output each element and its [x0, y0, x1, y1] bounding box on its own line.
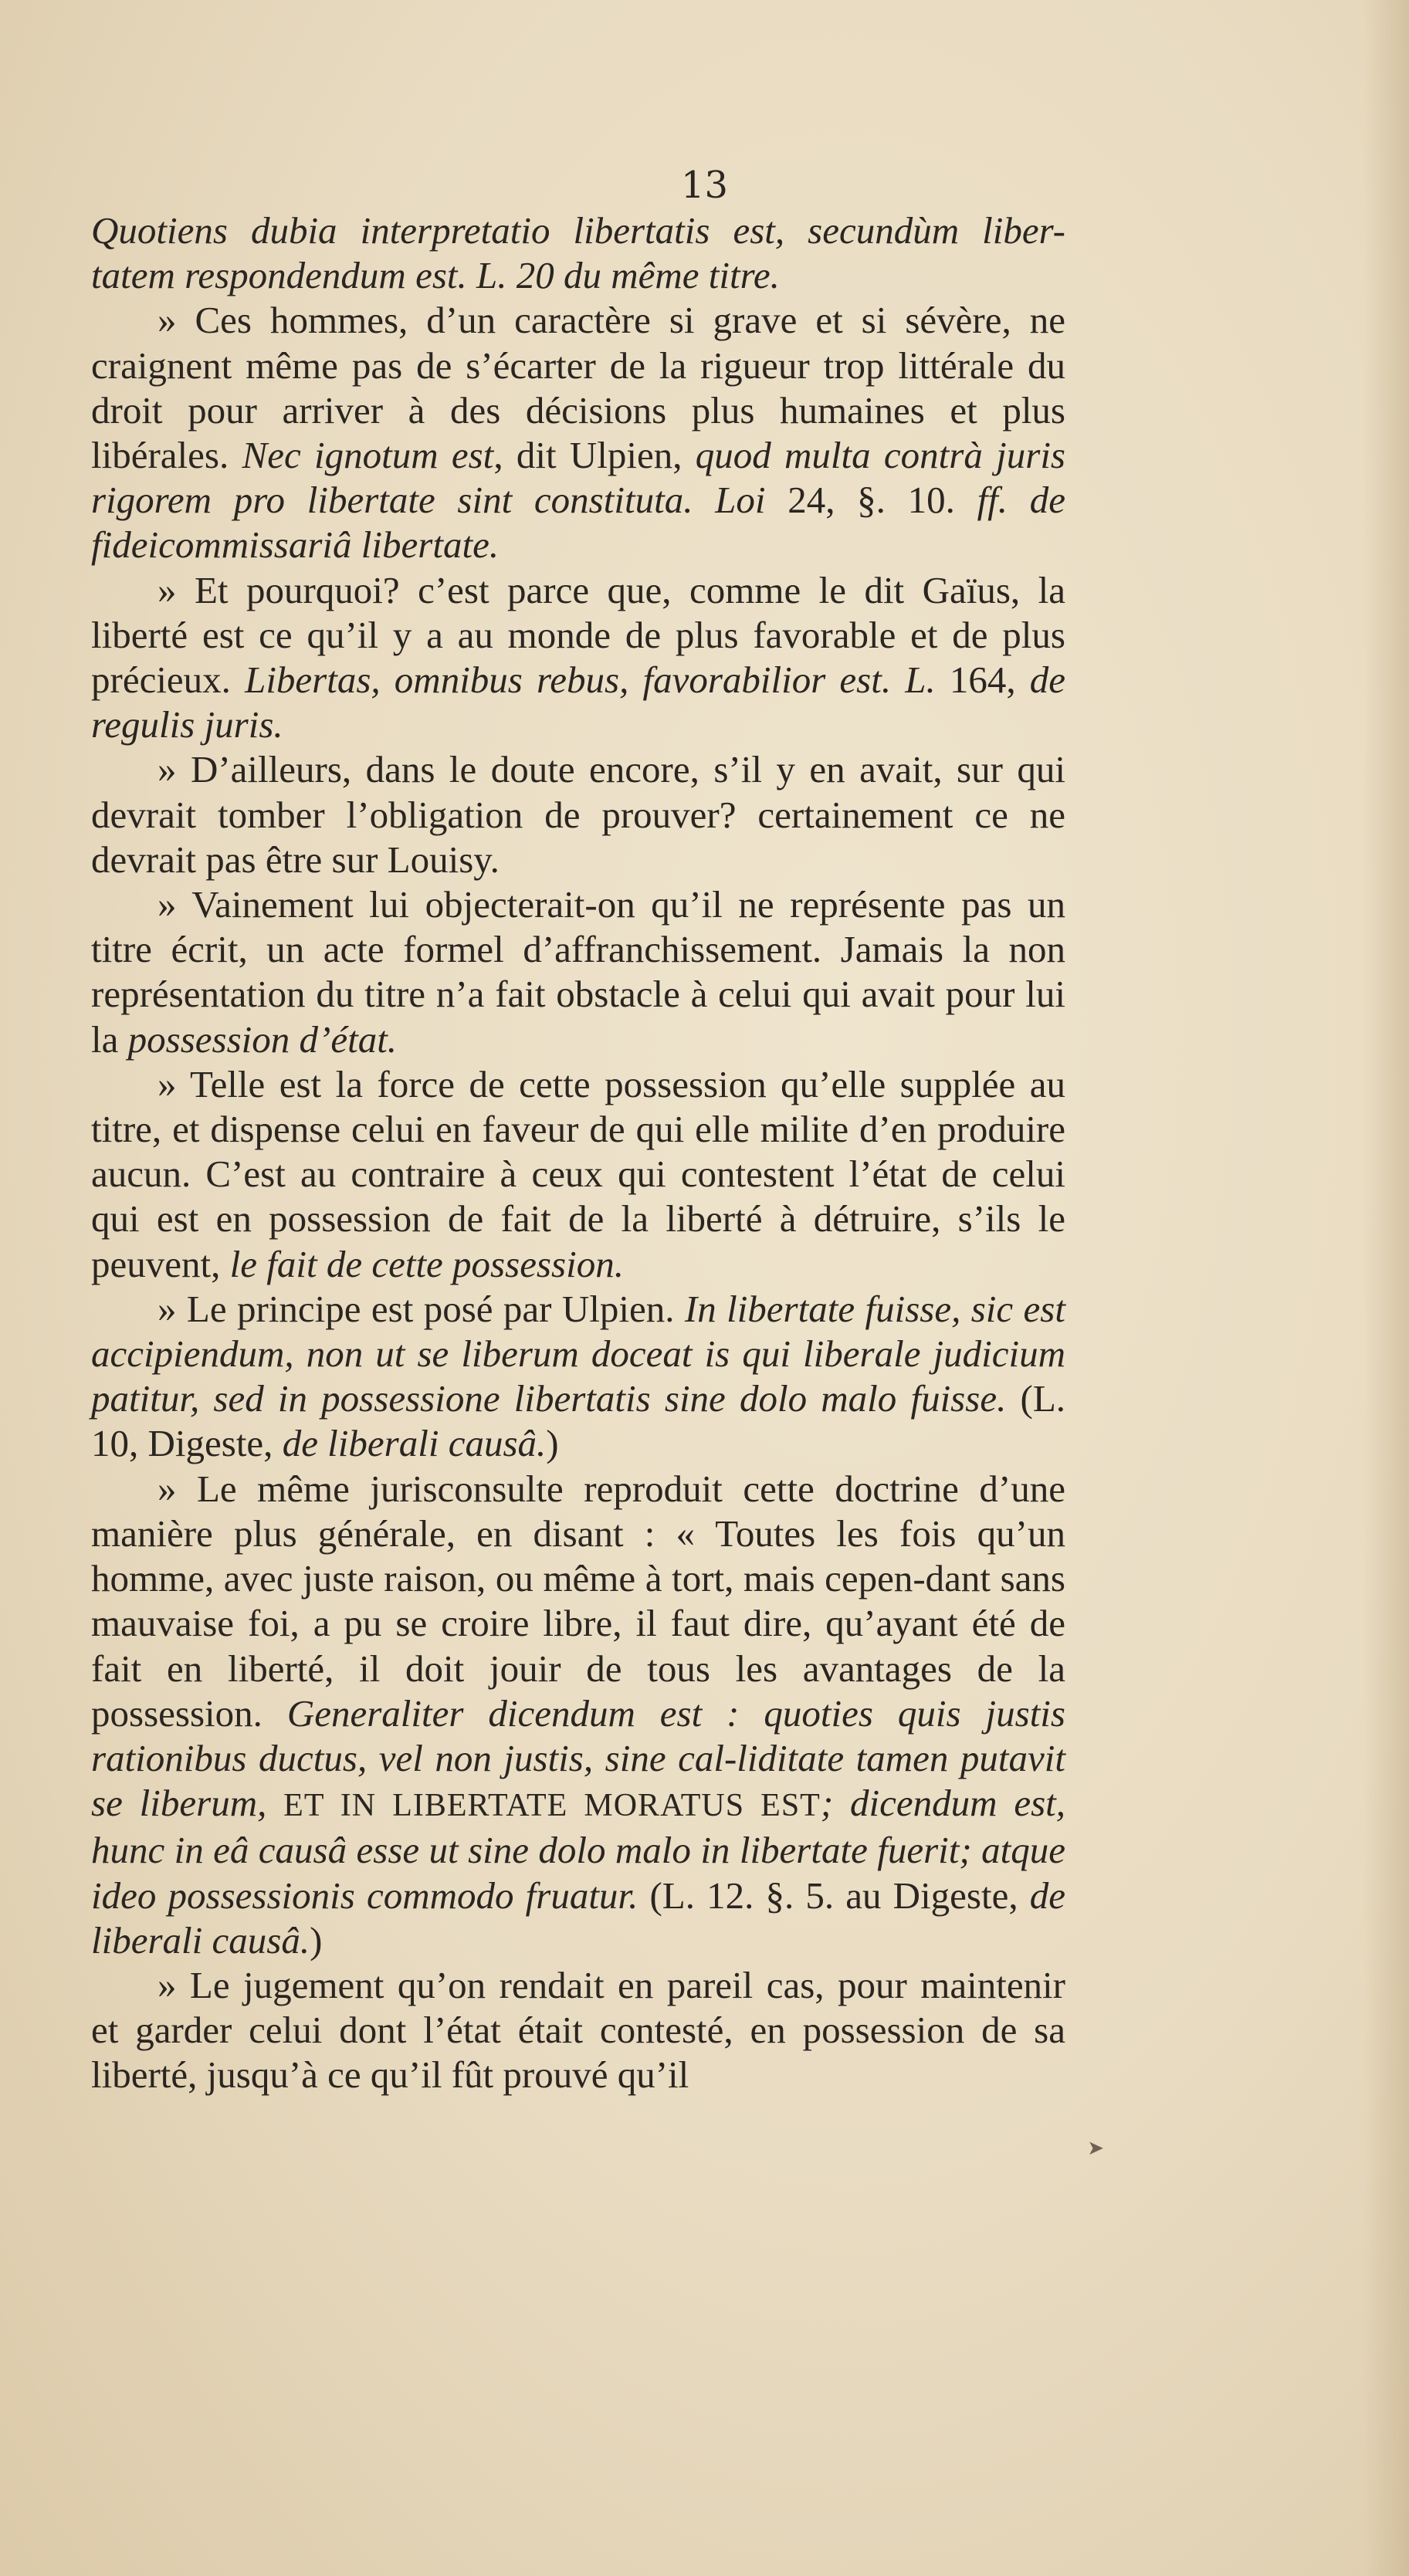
paragraph [91, 568, 1065, 748]
text-run: , dit Ulpien, [493, 434, 696, 477]
paragraph [91, 1062, 1065, 1287]
text-run: » D’ailleurs, dans le doute encore, s’il y en avait, sur qui devrait tomber l’obligation de prouver? certainement ce ne devrait pas être sur Louisy. [91, 748, 1065, 881]
text-run: ) [546, 1422, 559, 1465]
text-run: (L. 12. §. 5. au Digeste, [638, 1874, 1030, 1917]
text-run: 24, §. 10. [765, 479, 977, 522]
text-run: » Le même jurisconsulte reproduit cette doctrine d’une manière plus générale, en disant : « Toutes les fois qu’un homme, avec juste raison, ou même à tort, mais cepen-dant sans mauvaise foi, a pu se croire libre, il faut dire, qu’ayant été de fait en liberté, il doit jouir de tous les avantages de la possession. [91, 1467, 1065, 1735]
corner-mark-icon: ➤ [1087, 2137, 1104, 2160]
text-run: 164, [935, 658, 1030, 702]
text-run: » Vainement lui objecterait-on qu’il ne représente pas un titre écrit, un acte formel d’affranchissement. Jamais la non représentation du titre n’a fait obstacle à celui qui avait pour lui la [91, 883, 1065, 1061]
page-edge-shadow [1363, 0, 1409, 2576]
latin-text: Nec ignotum est [242, 434, 494, 477]
body-text [91, 208, 1065, 2098]
paragraph-latin-quote [91, 208, 1065, 298]
latin-text: ; dicendum est, hunc in eâ causâ esse ut sine dolo malo in libertate fuerit; atque ideo possessionis commodo fruatur. [91, 1782, 1066, 1917]
latin-text: Generaliter dicendum est : quoties quis justis rationibus ductus, vel non justis, sine cal-liditate tamen putavit se liberum, [91, 1691, 1065, 1825]
emphasis-text: possession d’état. [127, 1017, 398, 1061]
latin-text: de liberali causâ. [91, 1874, 1066, 1962]
text-run: (L. 10, Digeste, [91, 1377, 1066, 1465]
latin-text: quod multa contrà juris rigorem pro libertate sint constituta. Loi [91, 434, 1065, 522]
text-run: » Ces hommes, d’un caractère si grave et si sévère, ne craignent même pas de s’écarter de la rigueur trop littérale du droit pour arriver à des décisions plus humaines et plus libérales. [91, 299, 1065, 477]
latin-text: Quotiens dubia interpretatio libertatis est, secundùm liber-tatem respondendum est. L. 20 du même titre. [91, 209, 1065, 297]
paragraph [91, 1287, 1065, 1467]
latin-text: In libertate fuisse, sic est accipiendum, non ut se liberum doceat is qui liberale judicium patitur, sed in possessione libertatis sine dolo malo fuisse. [91, 1287, 1065, 1420]
page-number: 13 [680, 164, 729, 207]
paragraph [91, 298, 1065, 567]
paragraph [91, 1467, 1065, 1963]
text-run: » Le principe est posé par Ulpien. [157, 1287, 685, 1330]
paragraph [91, 882, 1065, 1062]
paragraph [91, 1963, 1065, 2098]
text-run: » Le jugement qu’on rendait en pareil cas, pour maintenir et garder celui dont l’état était contesté, en possession de sa liberté, jusqu’à ce qu’il fût prouvé qu’il [91, 1963, 1065, 2097]
paragraph [91, 747, 1065, 882]
text-run: ) [310, 1918, 323, 1962]
small-caps-text: ET IN LIBERTATE MORATUS EST [283, 1788, 821, 1824]
latin-text: de regulis juris. [91, 658, 1065, 746]
latin-text: de liberali causâ. [282, 1422, 547, 1465]
text-run: » Telle est la force de cette possession qu’elle supplée au titre, et dispense celui en faveur de qui elle milite d’en produire aucun. C’est au contraire à ceux qui contestent l’état de celui qui est en possession de fait de la liberté à détruire, s’ils le peuvent, [91, 1062, 1065, 1285]
latin-text: ff. de fideicommissariâ libertate. [91, 479, 1065, 567]
text-run: » Et pourquoi? c’est parce que, comme le dit Gaïus, la liberté est ce qu’il y a au monde de plus favorable et de plus précieux. [91, 568, 1065, 702]
latin-text: Libertas, omnibus rebus, favorabilior est. L. [245, 658, 936, 702]
emphasis-text: le fait de cette possession. [229, 1242, 624, 1285]
